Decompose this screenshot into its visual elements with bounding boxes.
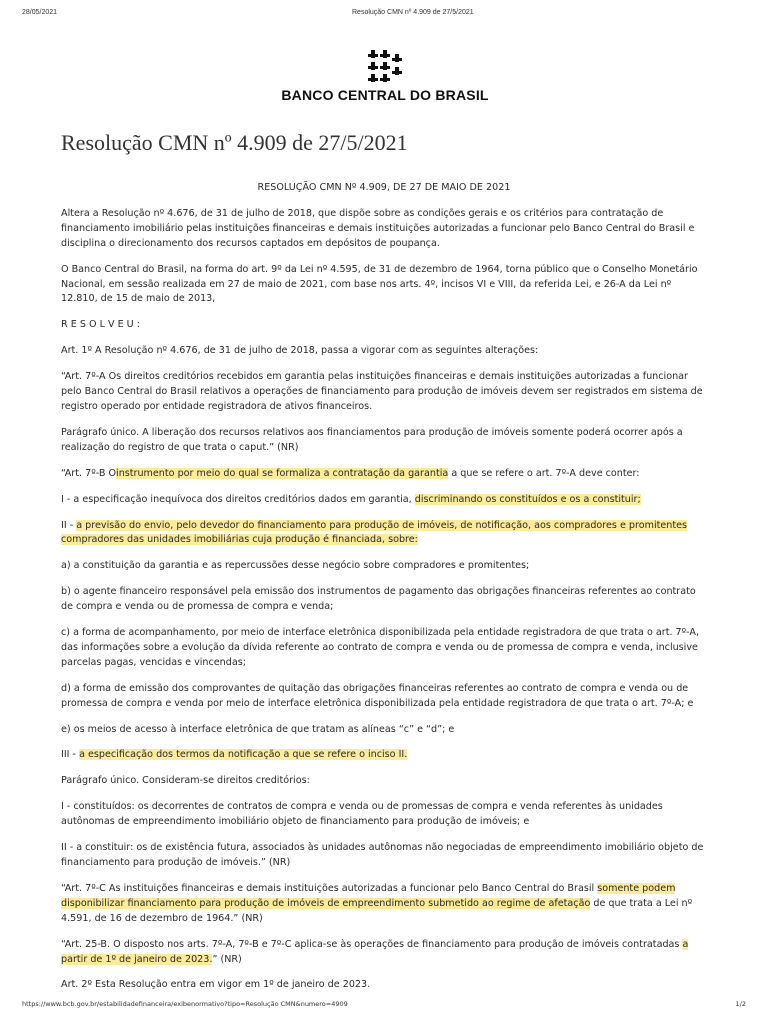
article-7a: “Art. 7º-A Os direitos creditórios recebidos em garantia pelas instituições financeiras e demais instituições autorizadas a funcionar pelo Banco Central do Brasil relativos a operações de financiamento para produção de imóveis devem ser registrados em sistema de registro operado por entidade registradora de ativos financeiros. <box>61 371 703 412</box>
bcb-logo-mark-icon <box>365 49 405 85</box>
print-header-title: Resolução CMN nº 4.909 de 27/5/2021 <box>352 9 474 16</box>
inciso-1 <box>61 493 707 508</box>
alinea-b: b) o agente financeiro responsável pela emissão dos instrumentos de pagamento das obrigações financeiras referentes ao contrato de compra e venda ou de promessa de compra e venda; <box>61 586 696 613</box>
alinea-c: c) a forma de acompanhamento, por meio de interface eletrônica disponibilizada pela entidade registradora de que trata o art. 7º-A, das informações sobre a evolução da dívida referente ao contrato de compra e venda ou de promessa de compra e venda, inclusive parcelas pagas, vencidas e vincendas; <box>61 627 700 668</box>
page-number: 1/2 <box>735 1000 746 1008</box>
document-body <box>61 181 707 1004</box>
a-constituir: II - a constituir: os de existência futura, associados às unidades autônomas não negociadas de empreendimento imobiliário objeto de financiamento para produção de imóveis.” (NR) <box>61 842 704 868</box>
bcb-logo <box>270 49 500 103</box>
article-1: Art. 1º A Resolução nº 4.676, de 31 de julho de 2018, passa a vigorar com as seguintes alterações: <box>61 345 539 357</box>
alinea-d: d) a forma de emissão dos comprovantes de quitação das obrigações financeiras referentes ao contrato de compra e venda ou de promessa de compra e venda por meio de interface eletrônica disponibilizada pela entidade registradora de que trata o art. 7º-A; e <box>61 682 694 709</box>
inciso-3-text: III - <box>61 749 76 761</box>
article-7c-text-end: de que trata a Lei nº 4.591, de 16 de dezembro de 1964.” (NR) <box>61 897 693 924</box>
footer-url: https://www.bcb.gov.br/estabilidadefinanceira/exibenormativo?tipo=Resolução CMN&numero=4909 <box>22 1000 348 1008</box>
resolution-heading: RESOLUÇÃO CMN Nº 4.909, DE 27 DE MAIO DE 2021 <box>257 182 511 193</box>
highlight: instrumento por meio do qual se formaliza a contratação da garantia <box>116 467 449 479</box>
article-2: Art. 2º Esta Resolução entra em vigor em 1º de janeiro de 2023. <box>61 979 371 991</box>
highlight: a previsão do envio, pelo devedor do financiamento para produção de imóveis, de notificação, aos compradores e promitentes compradores das unidades imobiliárias cuja produção é financiada, sobre: <box>61 519 688 546</box>
alinea-e: e) os meios de acesso à interface eletrônica de que tratam as alíneas “c” e “d”; e <box>61 723 455 735</box>
resolveu: R E S O L V E U : <box>61 319 140 331</box>
article-7b-text-end: a que se refere o art. 7º-A deve conter: <box>448 467 640 479</box>
article-25b-text: “Art. 25-B. O disposto nos arts. 7º-A, 7º-B e 7º-C aplica-se às operações de financiamento para produção de imóveis contratadas <box>61 938 680 950</box>
article-7a-paragraph: Parágrafo único. A liberação dos recursos relativos aos financiamentos para produção de imóveis somente poderá ocorrer após a realização do registro de que trata o caput.” (NR) <box>61 426 683 453</box>
page-title: Resolução CMN nº 4.909 de 27/5/2021 <box>61 130 408 155</box>
inciso-3 <box>61 748 707 763</box>
inciso-2-text: II - <box>61 519 74 531</box>
article-25b <box>61 938 707 968</box>
bcb-logo-text: BANCO CENTRAL DO BRASIL <box>281 87 489 103</box>
alinea-a: a) a constituição da garantia e as repercussões desse negócio sobre compradores e promitentes; <box>61 560 530 572</box>
highlight: a partir de 1º de janeiro de 2023. <box>61 938 689 965</box>
ementa: Altera a Resolução nº 4.676, de 31 de julho de 2018, que dispõe sobre as condições gerais e os critérios para contratação de financiamento imobiliário pelas instituições financeiras e demais instituições autorizadas a funcionar pelo Banco Central do Brasil e disciplina o direcionamento dos recursos captados em depósitos de poupança. <box>61 207 695 249</box>
highlight: discriminando os constituídos e os a constituir; <box>414 493 641 505</box>
preamble: O Banco Central do Brasil, na forma do art. 9º da Lei nº 4.595, de 31 de dezembro de 1964, torna público que o Conselho Monetário Nacional, em sessão realizada em 27 de maio de 2021, com base nos arts. 4º, incisos VI e VIII, da referida Lei, e 26-A da Lei nº 12.810, de 15 de maio de 2013, <box>61 263 698 305</box>
article-7c-text: “Art. 7º-C As instituições financeiras e demais instituições autorizadas a funcionar pelo Banco Central do Brasil <box>61 882 595 894</box>
article-7b <box>61 467 707 482</box>
inciso-2 <box>61 519 707 549</box>
highlight: somente podem disponibilizar financiamento para produção de imóveis de empreendimento submetido ao regime de afetação <box>61 882 676 909</box>
article-7b-text: “Art. 7º-B O <box>61 467 117 479</box>
constituidos: I - constituídos: os decorrentes de contratos de compra e venda ou de promessas de compra e venda referentes às unidades autônomas de empreendimento imobiliário objeto de financiamento para produção de imóveis; e <box>61 801 663 828</box>
highlight: a especificação dos termos da notificação a que se refere o inciso II. <box>79 749 408 761</box>
article-7c <box>61 882 707 927</box>
print-date: 28/05/2021 <box>22 9 58 16</box>
article-25b-text-end: ” (NR) <box>212 953 242 965</box>
inciso-1-text: I - a especificação inequívoca dos direitos creditórios dados em garantia, <box>61 493 412 505</box>
article-7b-paragraph: Parágrafo único. Consideram-se direitos creditórios: <box>61 775 310 787</box>
